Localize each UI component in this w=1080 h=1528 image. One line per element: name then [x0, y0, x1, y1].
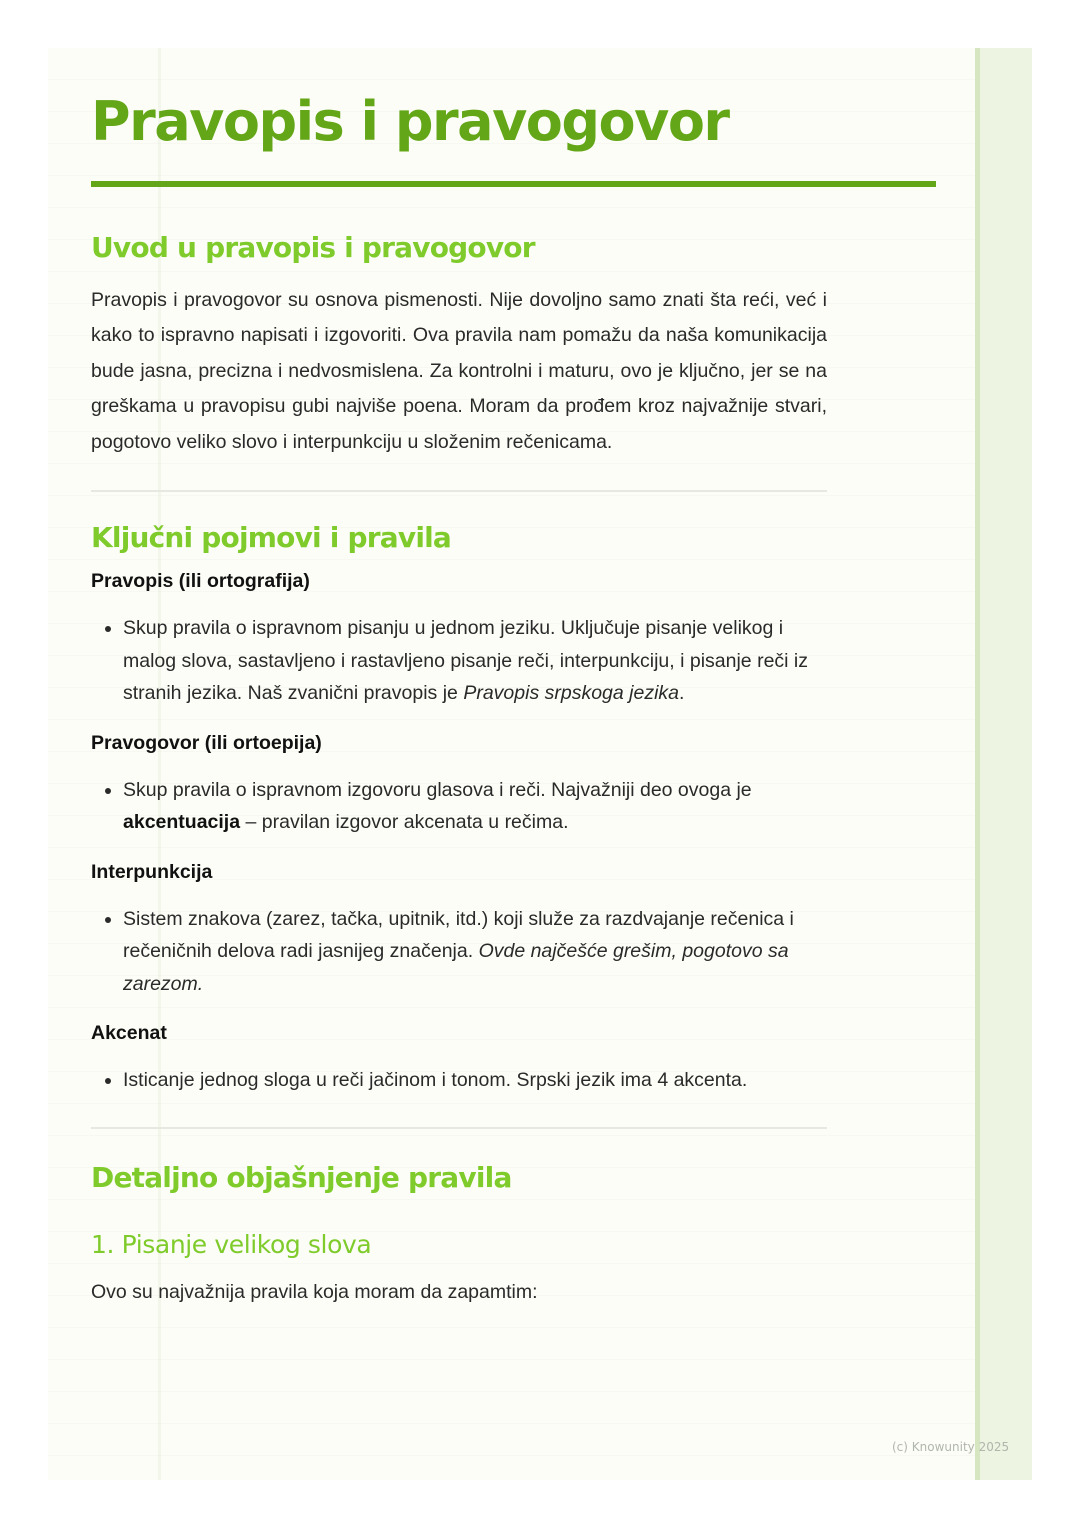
term-pravogovor-list: [91, 774, 827, 839]
title-underline: [91, 181, 936, 187]
section-divider: [91, 1127, 827, 1129]
list-item: • Skup pravila o ispravnom izgovoru glasova i reči. Najvažniji deo ovoga je akcentuacija – pravilan izgovor akcenata u rečima.: [123, 774, 827, 839]
list-item: • Skup pravila o ispravnom pisanju u jednom jeziku. Uključuje pisanje velikog i malog slova, sastavljeno i rastavljeno pisanje reči, interpunkciju, i pisanje reči iz stranih jezika. Naš zvanični pravopis je Pravopis srpskoga jezika.: [123, 612, 827, 710]
term-interpunkcija-list: [91, 903, 827, 1001]
term-interpunkcija: Interpunkcija: [91, 860, 213, 883]
key-terms-heading: Ključni pojmovi i pravila: [91, 521, 452, 555]
section-divider: [91, 490, 827, 492]
intro-paragraph: Pravopis i pravogovor su osnova pismenosti. Nije dovoljno samo znati šta reći, već i kako to ispravno napisati i izgovoriti. Ova pravila nam pomažu da naša komunikacija bude jasna, precizna i nedvosmislena. Za kontrolni i maturu, ovo je ključno, jer se na greškama u pravopisu gubi najviše poena. Moram da prođem kroz najvažnije stvari, pogotovo veliko slovo i interpunkciju u složenim rečenicama.: [91, 289, 827, 453]
term-pravogovor: Pravogovor (ili ortoepija): [91, 731, 322, 754]
note-page: [48, 48, 1032, 1480]
details-paragraph: Ovo su najvažnija pravila koja moram da zapamtim:: [91, 1280, 538, 1303]
term-pravopis-list: [91, 612, 827, 710]
content: [91, 231, 827, 1310]
italic-note: Ovde najčešće grešim, pogotovo sa zarezom.: [123, 940, 789, 995]
page-title: Pravopis i pravogovor: [91, 90, 729, 153]
intro-heading: Uvod u pravopis i pravogovor: [91, 231, 535, 264]
list-item: • Isticanje jednog sloga u reči jačinom i tonom. Srpski jezik ima 4 akcenta.: [123, 1064, 827, 1097]
term-akcenat: Akcenat: [91, 1022, 167, 1045]
italic-title: Pravopis srpskoga jezika: [463, 682, 680, 705]
bold-term: akcentuacija: [123, 811, 241, 834]
right-margin-strip: [975, 48, 1032, 1480]
list-item: • Sistem znakova (zarez, tačka, upitnik, itd.) koji služe za razdvajanje rečenica i rečeničnih delova radi jasnijeg značenja. Ovde najčešće grešim, pogotovo sa zarezom.: [123, 903, 827, 1001]
watermark: (c) Knowunity 2025: [892, 1440, 1010, 1454]
term-akcenat-list: [91, 1064, 827, 1097]
term-pravopis: Pravopis (ili ortografija): [91, 570, 310, 593]
details-subheading: 1. Pisanje velikog slova: [91, 1229, 372, 1259]
details-heading: Detaljno objašnjenje pravila: [91, 1160, 512, 1194]
